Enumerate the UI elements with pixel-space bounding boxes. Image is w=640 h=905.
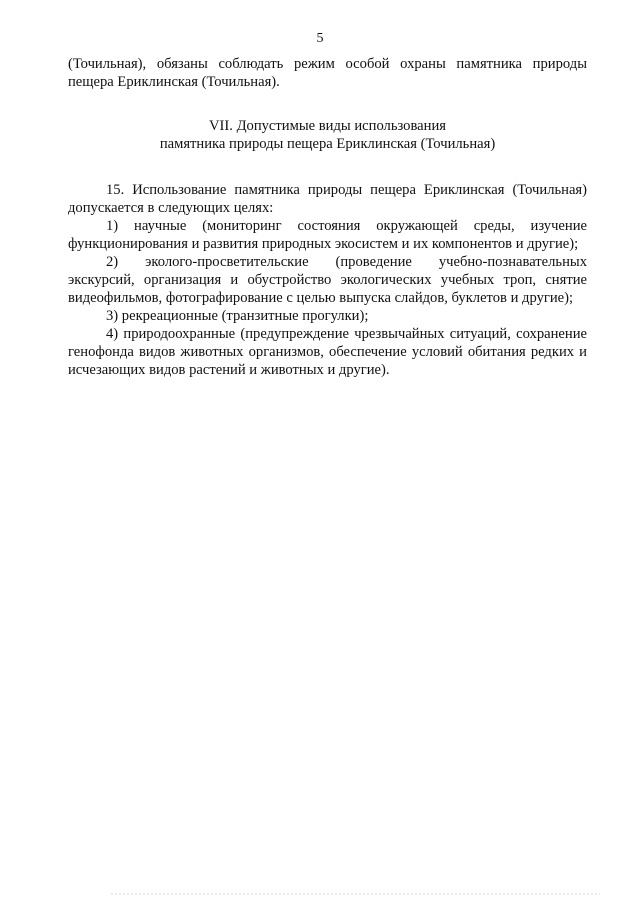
document-body (68, 55, 587, 379)
list-item-conservation: 4) природоохранные (предупреждение чрезвычайных ситуаций, сохранение генофонда видов животных организмов, обеспечение условий обитания редких и исчезающих видов растений и животных и другие). (68, 326, 587, 378)
list-item-scientific: 1) научные (мониторинг состояния окружающей среды, изучение функционирования и развития природных экосистем и их компонентов и другие); (68, 218, 587, 252)
section-heading (68, 117, 587, 153)
section-title-line-2: памятника природы пещера Ериклинская (Точильная) (159, 136, 496, 152)
list-item-recreational: 3) рекреационные (транзитные прогулки); (106, 308, 369, 324)
section-title-line-1: VII. Допустимые виды использования (209, 118, 446, 134)
continuation-paragraph: (Точильная), обязаны соблюдать режим особой охраны памятника природы пещера Ериклинская (Точильная). (68, 56, 587, 90)
page-number: 5 (316, 31, 324, 46)
list-item-educational: 2) эколого-просветительские (проведение учебно-познавательных экскурсий, организация и обустройство экологических учебных троп, снятие видеофильмов, фотографирование с целью выпуска слайдов, буклетов и другие); (68, 254, 587, 306)
scan-artifact-line (110, 893, 600, 895)
clause-intro: 15. Использование памятника природы пещера Ериклинская (Точильная) допускается в следующих целях: (68, 182, 587, 216)
